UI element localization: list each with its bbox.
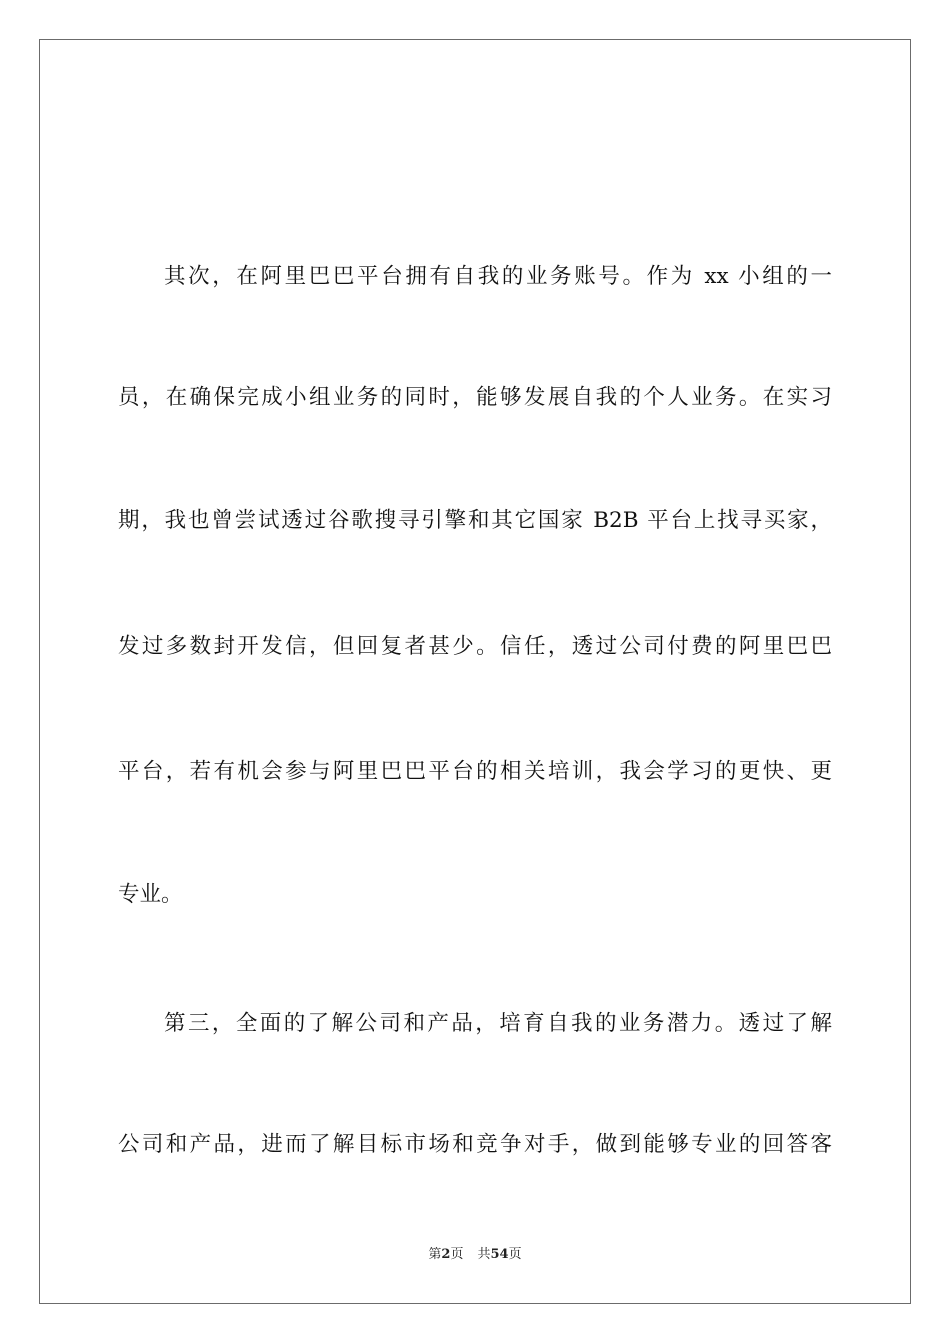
footer-total-suffix: 页: [508, 1247, 522, 1262]
page-border: [39, 39, 911, 1304]
footer-page-number: 2: [441, 1247, 451, 1262]
paragraph-1-line-1: 其次，在阿里巴巴平台拥有自我的业务账号。作为 xx 小组的一: [164, 264, 832, 289]
paragraph-1-line-6: 专业。: [118, 882, 183, 907]
paragraph-1-line-5: 平台，若有机会参与阿里巴巴平台的相关培训，我会学习的更快、更: [118, 759, 832, 784]
page-footer: [0, 1246, 950, 1264]
paragraph-1-line-4: 发过多数封开发信，但回复者甚少。信任，透过公司付费的阿里巴巴: [118, 634, 832, 659]
footer-total-prefix: 共: [477, 1247, 491, 1262]
paragraph-2-line-1: 第三，全面的了解公司和产品，培育自我的业务潜力。透过了解: [164, 1011, 832, 1036]
paragraph-2-line-2: 公司和产品，进而了解目标市场和竞争对手，做到能够专业的回答客: [118, 1132, 832, 1157]
footer-page-suffix: 页: [450, 1247, 464, 1262]
footer-total-pages: 54: [490, 1247, 509, 1262]
paragraph-1-line-3: 期，我也曾尝试透过谷歌搜寻引擎和其它国家 B2B 平台上找寻买家，: [118, 508, 832, 533]
paragraph-1-line-2: 员，在确保完成小组业务的同时，能够发展自我的个人业务。在实习: [118, 385, 832, 410]
footer-page-prefix: 第: [428, 1247, 442, 1262]
